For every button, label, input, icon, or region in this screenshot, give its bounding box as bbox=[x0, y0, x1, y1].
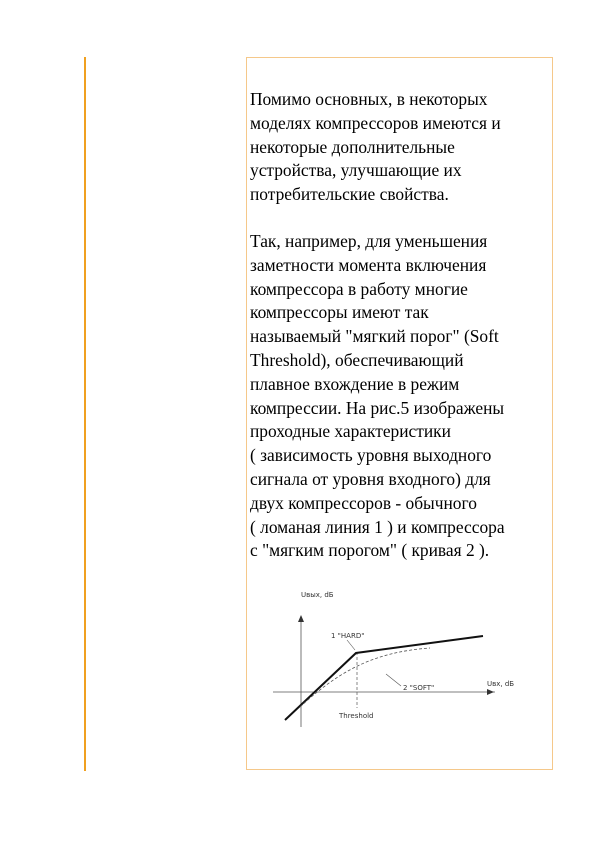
text-line: называемый "мягкий порог" (Soft bbox=[250, 326, 499, 347]
text-line: Так, например, для уменьшения bbox=[250, 231, 488, 251]
x-axis-label: Uвх, dБ bbox=[487, 680, 515, 688]
text-line: сигнала от уровня входного) для bbox=[250, 468, 491, 489]
text-line: ( ломаная линия 1 ) и компрессора bbox=[250, 516, 505, 537]
threshold-label: Threshold bbox=[339, 712, 374, 720]
text-line: Threshold), обеспечивающий bbox=[250, 349, 464, 370]
curve2-leader-line bbox=[386, 674, 401, 686]
paragraph-soft-threshold bbox=[250, 230, 550, 563]
text-line: Помимо основных, в некоторых bbox=[250, 89, 488, 109]
paragraph-intro bbox=[250, 88, 550, 207]
text-line: двух компрессоров - обычного bbox=[250, 492, 477, 513]
y-axis-label: Uвых, dБ bbox=[301, 591, 334, 599]
text-line: компрессоры имеют так bbox=[250, 302, 429, 323]
left-margin-rule bbox=[84, 57, 86, 771]
text-line: заметности момента включения bbox=[250, 254, 487, 275]
text-line: компрессии. На рис.5 изображены bbox=[250, 397, 505, 418]
text-line: потребительские свойства. bbox=[250, 184, 449, 205]
hard-knee-curve bbox=[285, 636, 483, 720]
curve1-label: 1 "HARD" bbox=[331, 632, 365, 640]
text-line: компрессора в работу многие bbox=[250, 278, 468, 299]
curve1-leader-line bbox=[347, 640, 355, 650]
text-line: некоторые дополнительные bbox=[250, 136, 455, 157]
compressor-transfer-diagram bbox=[255, 582, 515, 742]
text-line: плавное вхождение в режим bbox=[250, 373, 460, 394]
text-line: с "мягким порогом" ( кривая 2 ). bbox=[250, 540, 490, 561]
text-line: ( зависимость уровня выходного bbox=[250, 445, 492, 466]
y-axis-arrow-icon bbox=[298, 615, 304, 622]
soft-knee-curve bbox=[300, 648, 430, 707]
x-axis-arrow-icon bbox=[487, 689, 494, 695]
curve2-label: 2 "SOFT" bbox=[403, 684, 435, 692]
text-line: проходные характеристики bbox=[250, 421, 451, 442]
text-line: моделях компрессоров имеются и bbox=[250, 112, 501, 133]
text-line: устройства, улучшающие их bbox=[250, 160, 462, 181]
